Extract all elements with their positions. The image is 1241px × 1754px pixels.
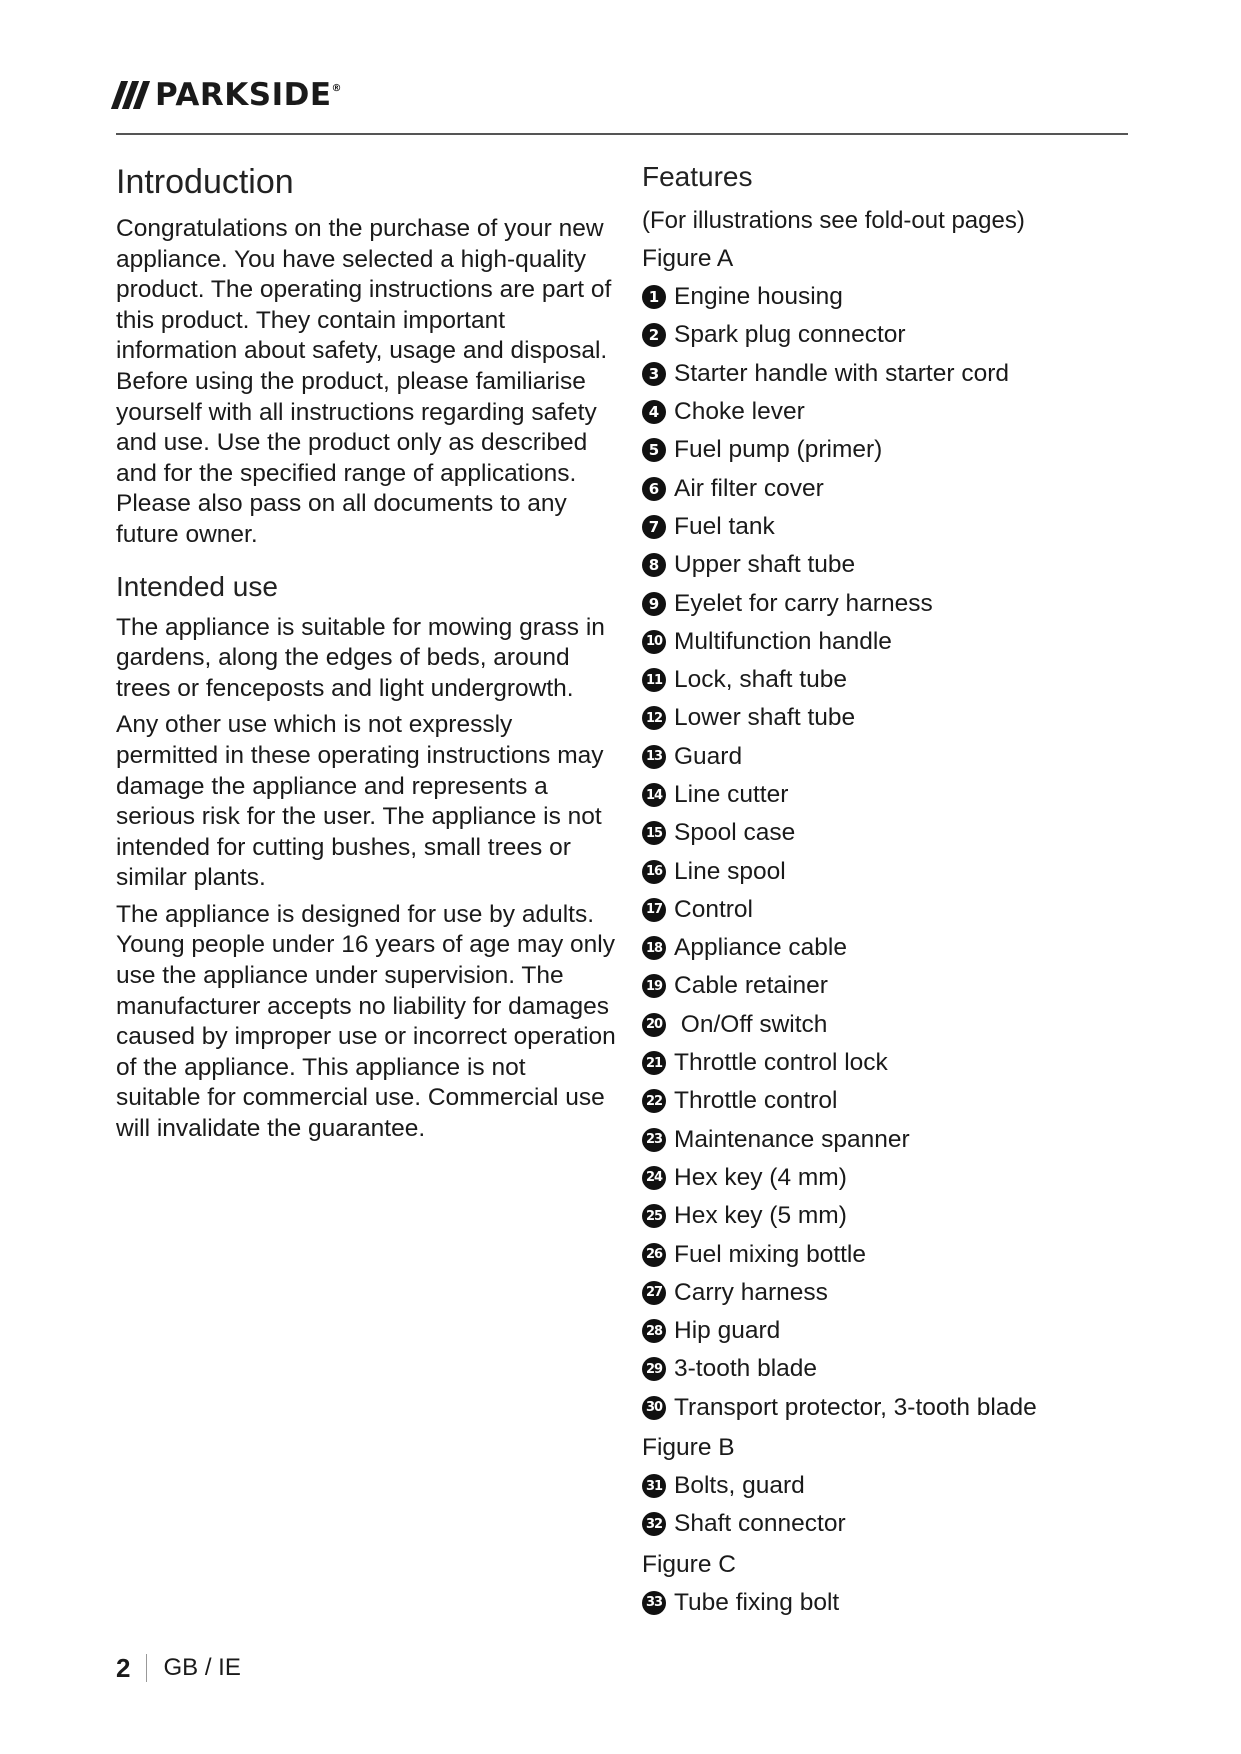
part-number-badge: 20 [642, 1013, 666, 1037]
part-number-badge: 16 [642, 860, 666, 884]
part-item [642, 1082, 1142, 1120]
brand-name: PARKSIDE® [155, 77, 343, 113]
part-item [642, 1505, 1142, 1543]
intended-use-paragraph-3: The appliance is designed for use by adults. Young people under 16 years of age may only use the appliance under supervision. The manufacturer accepts no liability for damages caused by improper use or incorrect operation of the appliance. This appliance is not suitable for commercial use. Commercial use will invalidate the guarantee. [116, 900, 616, 1143]
part-label: Transport protector, 3-tooth blade [674, 1393, 1037, 1421]
part-item [642, 584, 1142, 622]
part-number-badge: 26 [642, 1243, 666, 1267]
intended-use-paragraph-2: Any other use which is not expressly permitted in these operating instructions may damage the appliance and represents a serious risk for the user. The appliance is not intended for cutting bushes, small trees or similar plants. [116, 711, 604, 892]
part-item [642, 623, 1142, 661]
figure-a-parts-list [642, 278, 1142, 1427]
part-item [642, 699, 1142, 737]
part-number-badge: 32 [642, 1512, 666, 1536]
part-item [642, 355, 1142, 393]
part-label: Lock, shaft tube [674, 666, 847, 694]
part-item [642, 852, 1142, 890]
part-item [642, 1159, 1142, 1197]
part-number-badge: 12 [642, 706, 666, 730]
part-item [642, 1389, 1142, 1427]
part-label: Spark plug connector [674, 321, 906, 349]
part-item [642, 1044, 1142, 1082]
part-label: Line spool [674, 857, 786, 885]
part-label: Choke lever [674, 398, 805, 426]
part-item [642, 1350, 1142, 1388]
features-heading: Features [642, 161, 753, 192]
part-number-badge: 24 [642, 1166, 666, 1190]
part-label: Throttle control [674, 1087, 838, 1115]
part-item [642, 776, 1142, 814]
part-item [642, 1235, 1142, 1273]
part-item [642, 1274, 1142, 1312]
part-number-badge: 4 [642, 400, 666, 424]
figure-a-label: Figure A [642, 245, 734, 272]
right-column [642, 160, 1142, 1622]
part-number-badge: 23 [642, 1128, 666, 1152]
part-number-badge: 15 [642, 821, 666, 845]
part-number-badge: 11 [642, 668, 666, 692]
header-rule [116, 133, 1128, 135]
part-label: Shaft connector [674, 1510, 846, 1538]
part-item [642, 431, 1142, 469]
intended-use-paragraph-1: The appliance is suitable for mowing grass in gardens, along the edges of beds, around trees or fenceposts and light undergrowth. [116, 613, 605, 702]
part-number-badge: 10 [642, 630, 666, 654]
part-label: Hip guard [674, 1317, 781, 1345]
part-number-badge: 18 [642, 936, 666, 960]
introduction-text: Congratulations on the purchase of your new appliance. You have selected a high-quality product. The operating instructions are part of this product. They contain important information about safety, usage and disposal. Before using the product, please familiarise yourself with all instructions regarding safety and use. Use the product only as described and for the specified range of applications. Please also pass on all documents to any future owner. [116, 215, 612, 548]
part-number-badge: 31 [642, 1474, 666, 1498]
part-label: Multifunction handle [674, 627, 892, 655]
part-label: Line cutter [674, 781, 789, 808]
part-item [642, 469, 1142, 507]
part-item [642, 1584, 1142, 1622]
part-label: Bolts, guard [674, 1472, 805, 1500]
intended-use-heading: Intended use [116, 570, 278, 602]
part-item [642, 546, 1142, 584]
figure-b-label: Figure B [642, 1433, 735, 1461]
part-label: On/Off switch [674, 1010, 828, 1038]
part-item [642, 1312, 1142, 1350]
part-item [642, 929, 1142, 967]
part-number-badge: 17 [642, 898, 666, 922]
part-label: Throttle control lock [674, 1049, 888, 1077]
part-item [642, 1006, 1142, 1044]
part-label: Tube fixing bolt [674, 1588, 840, 1616]
illustrations-note: (For illustrations see fold-out pages) [642, 207, 1025, 234]
part-label: Guard [674, 742, 743, 770]
part-number-badge: 25 [642, 1204, 666, 1228]
part-item [642, 891, 1142, 929]
part-number-badge: 14 [642, 783, 666, 807]
part-item [642, 316, 1142, 354]
part-number-badge: 33 [642, 1591, 666, 1615]
figure-c-parts-list [642, 1584, 1142, 1622]
part-label: Maintenance spanner [674, 1125, 910, 1153]
part-label: Engine housing [674, 283, 843, 311]
page-number: 2 [116, 1652, 131, 1683]
part-number-badge: 29 [642, 1357, 666, 1381]
part-label: Hex key (4 mm) [674, 1163, 847, 1191]
part-label: Fuel mixing bottle [674, 1240, 867, 1268]
part-number-badge: 9 [642, 592, 666, 616]
left-column [116, 160, 616, 1151]
part-label: Appliance cable [674, 934, 847, 962]
part-label: 3-tooth blade [674, 1355, 818, 1383]
part-label: Upper shaft tube [674, 551, 856, 579]
part-number-badge: 6 [642, 477, 666, 501]
part-number-badge: 13 [642, 745, 666, 769]
part-number-badge: 3 [642, 362, 666, 386]
part-label: Carry harness [674, 1278, 828, 1306]
part-item [642, 738, 1142, 776]
page-footer [116, 1650, 241, 1686]
part-number-badge: 8 [642, 553, 666, 577]
introduction-heading: Introduction [116, 163, 294, 201]
part-label: Spool case [674, 819, 796, 847]
part-number-badge: 27 [642, 1281, 666, 1305]
part-number-badge: 7 [642, 515, 666, 539]
part-label: Hex key (5 mm) [674, 1202, 847, 1230]
part-label: Cable retainer [674, 972, 828, 1000]
part-number-badge: 1 [642, 285, 666, 309]
footer-divider [146, 1654, 147, 1682]
part-label: Control [674, 895, 753, 923]
part-label: Fuel pump (primer) [674, 436, 883, 464]
part-item [642, 661, 1142, 699]
figure-c-label: Figure C [642, 1550, 736, 1578]
part-label: Eyelet for carry harness [674, 589, 933, 617]
part-number-badge: 21 [642, 1051, 666, 1075]
brand-logo [116, 78, 342, 112]
part-item [642, 393, 1142, 431]
part-item [642, 278, 1142, 316]
part-item [642, 814, 1142, 852]
part-item [642, 1197, 1142, 1235]
part-number-badge: 30 [642, 1396, 666, 1420]
part-number-badge: 2 [642, 323, 666, 347]
part-item [642, 967, 1142, 1005]
part-item [642, 508, 1142, 546]
language-code: GB / IE [163, 1654, 241, 1681]
part-number-badge: 5 [642, 438, 666, 462]
part-label: Starter handle with starter cord [674, 359, 1009, 387]
part-item [642, 1467, 1142, 1505]
part-item [642, 1121, 1142, 1159]
brand-stripes-icon [111, 81, 150, 109]
part-label: Air filter cover [674, 474, 824, 502]
part-number-badge: 22 [642, 1089, 666, 1113]
part-number-badge: 19 [642, 974, 666, 998]
part-label: Lower shaft tube [674, 704, 856, 732]
part-label: Fuel tank [674, 512, 775, 540]
figure-b-parts-list [642, 1467, 1142, 1544]
part-number-badge: 28 [642, 1319, 666, 1343]
